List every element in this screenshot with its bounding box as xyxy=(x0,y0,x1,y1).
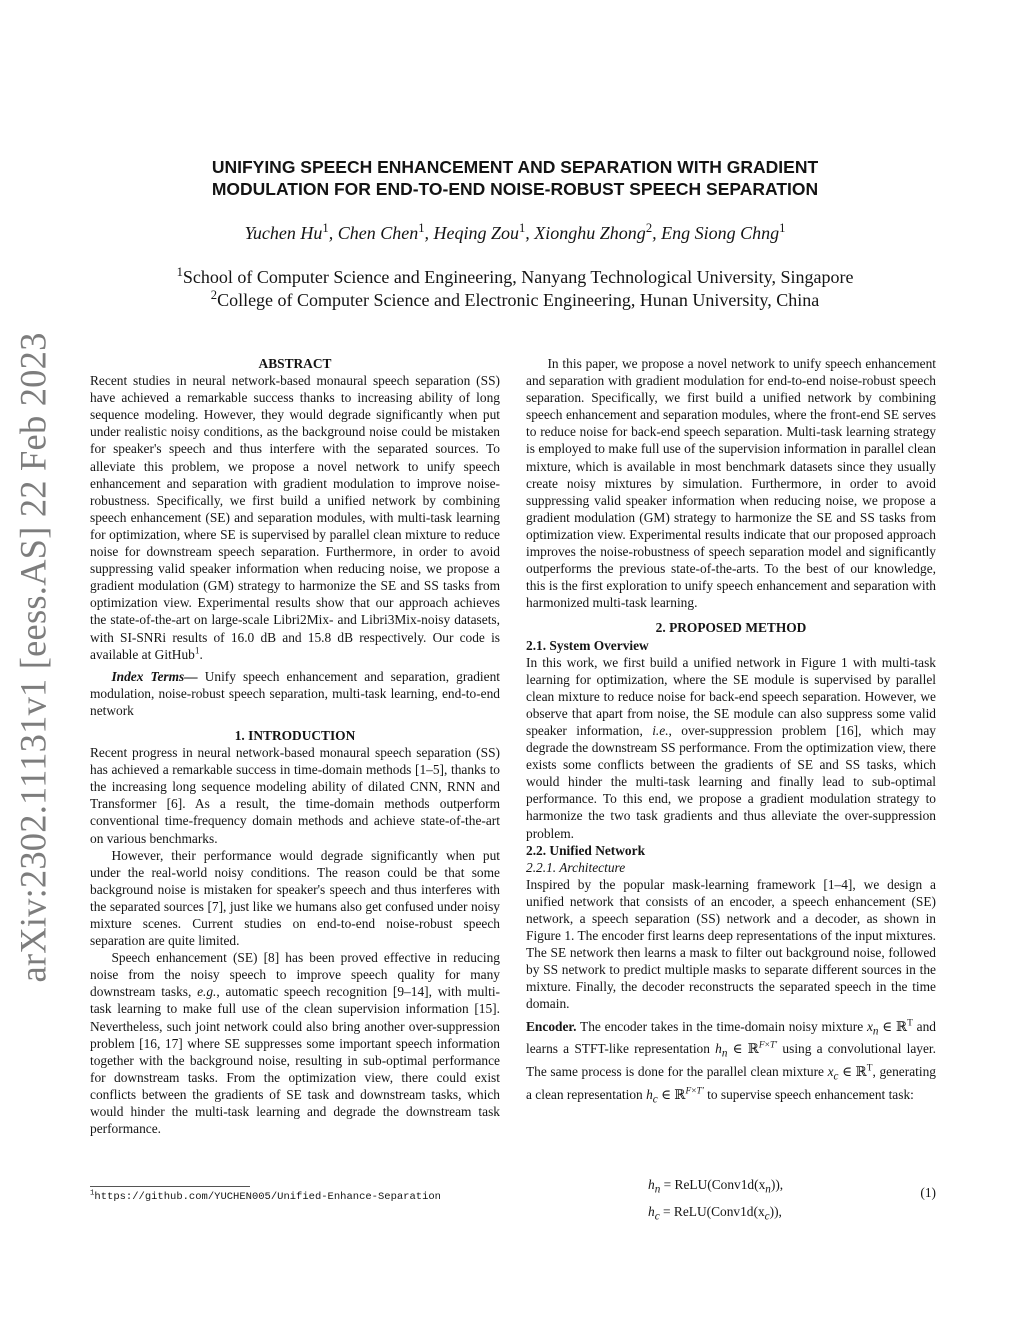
intro-paragraph-4: In this paper, we propose a novel network to unify speech enhancement and separation with gradient modulation for end-to-end noise-robust speech separation. Specifically, we first build a unified network by combining speech enhancement and separation modules, where the front-end SE serves to reduce noise for back-end speech separation. Multi-task learning strategy is employed to make full use of the supervision information in parallel clean mixture, which is available in most benchmark datasets since they usually create noisy mixtures by simulation. Furthermore, in order to avoid suppressing valid speaker information when reducing noise, we propose a gradient modulation (GM) strategy to harmonize the SE and SS tasks from optimization view. Experimental results indicate that our proposed approach improves the noise-robustness of speech separation model and significantly outperforms the previous state-of-the-arts. To the best of our knowledge, this is the first exploration to unify speech enhancement and separation with harmonized multi-task learning. xyxy=(526,356,936,611)
intro-paragraph-3 xyxy=(90,949,500,1137)
author-separator: , xyxy=(652,223,662,243)
intro-p3-eg: e.g. xyxy=(197,984,217,1000)
abstract-heading: ABSTRACT xyxy=(258,356,332,371)
encoder-label: Encoder. xyxy=(526,1018,577,1034)
author-separator: , xyxy=(328,223,338,243)
eq2-sub: c xyxy=(654,1210,660,1223)
intro-heading: 1. INTRODUCTION xyxy=(234,727,356,743)
intro-p3-part-a: Speech enhancement (SE) [8] has been proved effective in reducing noise from the noisy speech to improve speech quality for many downstream tasks, xyxy=(90,950,500,1000)
footnote xyxy=(90,1186,510,1203)
section-2-1-text xyxy=(526,654,936,842)
author-separator: , xyxy=(424,223,434,243)
encoder-text-4: , generating a clean representation xyxy=(526,1064,936,1102)
title-line-2: MODULATION FOR END-TO-END NOISE-ROBUST SPEECH SEPARATION xyxy=(211,179,819,199)
encoder-text-5: to supervise speech enhancement task: xyxy=(703,1086,914,1102)
section-2-2-heading: 2.2. Unified Network xyxy=(526,842,646,858)
section-2-2-1-heading: 2.2.1. Architecture xyxy=(526,859,626,875)
author-affil-mark: 2 xyxy=(645,221,653,235)
footnote-rule xyxy=(90,1186,250,1187)
equation-number: (1) xyxy=(920,1185,936,1200)
section-2-1-heading: 2.1. System Overview xyxy=(526,637,649,653)
encoder-text-3: using a convolutional layer. The same process is done for the parallel clean mixture xyxy=(526,1041,936,1080)
affiliation-1 xyxy=(100,266,930,289)
author-name: Heqing Zou xyxy=(433,223,519,243)
equation-lines xyxy=(648,1174,783,1227)
left-column xyxy=(90,355,500,1137)
author-name: Eng Siong Chng xyxy=(661,223,780,243)
eq1-end: )), xyxy=(770,1177,784,1192)
abstract-body: Recent studies in neural network-based monaural speech separation (SS) have achieved a remarkable success thanks to increasing ability of long sequence modeling. However, they would degrade significantly when put under realistic noisy conditions, as the background noise could be mistaken for speaker's speech and thus interfere with the separated sources. To alleviate this problem, we propose a novel network to unify speech enhancement and separation with gradient modulation to improve noise-robustness. Specifically, we first build a unified network by combining speech enhancement (SE) and separation modules, with multi-task learning for optimization, where SE is supervised by parallel clean mixture to reduce noise for downstream speech separation. Furthermore, in order to avoid suppressing valid speaker information when reducing noise, we propose a gradient modulation (GM) strategy to harmonize the SE and SS tasks from optimization view. Experimental results show that our approach achieves the state-of-the-art on large-scale Libri2Mix- and Libri3Mix-noisy datasets, with SI-SNRi results of 16.0 dB and 15.8 dB respectively. Our code is available at GitHub xyxy=(90,373,500,662)
index-terms xyxy=(90,668,500,719)
affiliation-number: 2 xyxy=(210,288,218,302)
equation-1 xyxy=(526,1174,936,1223)
footnote-text xyxy=(90,1191,510,1203)
index-terms-text: Unify speech enhancement and separation, gradient modulation, noise-robust speech separation, multi-task learning, end-to-end network xyxy=(90,668,500,718)
footnote-mark[interactable]: 1 xyxy=(194,646,200,657)
author-separator: , xyxy=(525,223,535,243)
equation-line-1: $h_n$ = $ReLU(Conv1d(x_n))$, xyxy=(648,1177,784,1196)
footnote-number: 1 xyxy=(90,1189,95,1198)
right-column xyxy=(526,355,936,1109)
paper-title xyxy=(100,156,930,200)
intro-p3-part-b: , automatic speech recognition [9–14], with multi-task learning to make full use of the clean supervision information [15]. Nevertheless, such joint network could also bring another over-suppression problem [16, 17] where SE suppresses some important speech information together with the background noise, resulting in sub-optimal performance for downstream tasks. From the optimization view, there could exist conflicts between the gradients of SE task and downstream tasks, which would hinder the multi-task learning and degrade the downstream task performance. xyxy=(90,984,500,1137)
footnote-link[interactable]: https://github.com/YUCHEN005/Unified-Enhance-Separation xyxy=(94,1191,441,1203)
eq1-lhs: h xyxy=(648,1177,655,1192)
author-affil-mark: 1 xyxy=(519,221,526,235)
s21-ie: i.e. xyxy=(652,722,669,738)
index-terms-label: Index Terms— xyxy=(111,668,198,684)
method-heading: 2. PROPOSED METHOD xyxy=(655,620,807,636)
author-name: Yuchen Hu xyxy=(244,223,323,243)
eq1-sub: n xyxy=(654,1183,661,1196)
affiliation-number: 1 xyxy=(176,265,183,279)
eq2-rhs: = ReLU(Conv1d(x xyxy=(659,1203,765,1219)
abstract-end: . xyxy=(199,646,203,662)
title-line-1: UNIFYING SPEECH ENHANCEMENT AND SEPARATION WITH GRADIENT xyxy=(211,157,819,177)
encoder-text-1: The encoder takes in the time-domain noisy mixture xyxy=(576,1018,867,1034)
affiliation-list xyxy=(100,266,930,312)
eq2-lhs: h xyxy=(648,1203,655,1219)
author-affil-mark: 1 xyxy=(779,221,786,235)
intro-paragraph-1: Recent progress in neural network-based monaural speech separation (SS) has achieved a remarkable success in time-domain methods [1–5], thanks to the increasing long sequence modeling ability of dilated CNN, RNN and Transformer [6]. As a result, the time-domain methods outperform conventional time-frequency domain methods and achieve state-of-the-art on various benchmarks. xyxy=(90,745,500,846)
affiliation-text: College of Computer Science and Electronic Engineering, Hunan University, China xyxy=(217,290,820,310)
s21-part-a: In this work, we first build a unified network in Figure 1 with multi-task learning for optimization, where the SE module is supervised by parallel clean mixture to reduce noise for back-end speech separation. However, we observe that apart from noise, the SE module can also suppress some valid speaker information, xyxy=(526,654,936,738)
author-name: Chen Chen xyxy=(337,223,419,243)
encoder-paragraph: Encoder. The encoder takes in the time-domain noisy mixture $x_n$ ∈ ℝ$^T$ and learns a STFT-like representation $h_n$ ∈ ℝ$^{F\times T'}$ using a convolutional layer. The same process is done for the parallel clean mixture $x_c$ ∈ ℝ$^T$, generating a clean representation $h_c$ ∈ ℝ$^{F\times T'}$ to supervise speech enhancement task: xyxy=(526,1018,936,1106)
author-name: Xionghu Zhong xyxy=(534,223,646,243)
equation-line-2: $h_c$ = $ReLU(Conv1d(x_c))$, xyxy=(648,1203,782,1223)
encoder-text-2: and learns a STFT-like representation xyxy=(526,1018,936,1057)
author-affil-mark: 1 xyxy=(418,221,425,235)
intro-paragraph-2: However, their performance would degrade significantly when put under the real-world noisy conditions. The reason could be that some background noise is mistaken for speaker's speech and thus interferes with the separated sources [7], just like we humans also get confused under noisy mixture scenes. Current studies on end-to-end noise-robust speech separation are quite limited. xyxy=(90,847,500,949)
affiliation-2 xyxy=(100,289,930,312)
eq2-end: )), xyxy=(769,1203,782,1219)
affiliation-text: School of Computer Science and Engineering, Nanyang Technological University, Singapore xyxy=(182,267,854,287)
arxiv-stamp-text: arXiv:2302.11131v1 [eess.AS] 22 Feb 2023 xyxy=(12,332,54,983)
arxiv-stamp xyxy=(6,332,60,983)
abstract-text xyxy=(90,372,500,663)
section-2-2-1-text: Inspired by the popular mask-learning framework [1–4], we design a unified network that consists of an encoder, a speech enhancement (SE) network, a speech separation (SS) network and a decoder, as shown in Figure 1. The encoder first learns deep representations of the input mixtures. The SE network then learns a mask to filter out background noise, followed by SS network to predict multiple masks to separate different sources in the mixture. Finally, the decoder reconstructs the separated speech in the time domain. xyxy=(526,876,936,1012)
s21-part-b: , over-suppression problem [16], which may degrade the downstream SS performance. From the optimization view, there exists some conflicts between the gradients of SE and SS tasks, which would hinder the multi-task learning and finally lead to sub-optimal performance. To this end, we propose a gradient modulation strategy to harmonize the two task gradients and thus alleviate the over-suppression problem. xyxy=(526,722,936,841)
eq1-rhs: = ReLU(Conv1d(x xyxy=(660,1177,766,1192)
author-affil-mark: 1 xyxy=(322,221,329,235)
author-list xyxy=(100,222,930,244)
